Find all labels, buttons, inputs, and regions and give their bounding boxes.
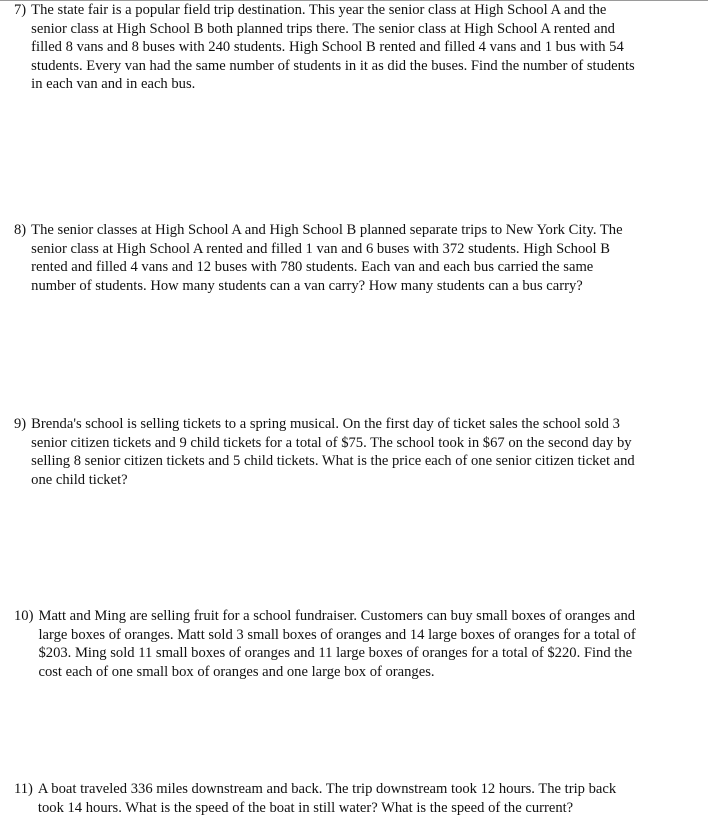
problem-line: senior class at High School A rented and filled 1 van and 6 buses with 372 students. High School B [31, 240, 610, 257]
problem-number: 7) [14, 2, 27, 18]
problem-line: large boxes of oranges. Matt sold 3 small boxes of oranges and 14 large boxes of oranges for a total of [38, 626, 636, 643]
problem-line: The state fair is a popular field trip destination. This year the senior class at High School A and the [31, 2, 607, 18]
problem-line: selling 8 senior citizen tickets and 5 child tickets. What is the price each of one senior citizen ticket and [31, 453, 635, 470]
problem-line: A boat traveled 336 miles downstream and back. The trip downstream took 12 hours. The trip back [37, 781, 617, 797]
problem-line: The senior classes at High School A and High School B planned separate trips to New York City. The [31, 222, 623, 238]
problem-9 [14, 415, 694, 489]
problem-line: took 14 hours. What is the speed of the boat in still water? What is the speed of the current? [37, 799, 574, 816]
problem-line: senior class at High School B both planned trips there. The senior class at High School A rented and [31, 20, 615, 37]
problem-text [38, 607, 694, 681]
problem-number: 11) [14, 781, 33, 797]
problem-text [38, 780, 694, 817]
problem-line: rented and filled 4 vans and 12 buses with 780 students. Each van and each bus carried the same [31, 259, 594, 276]
problem-line: $203. Ming sold 11 small boxes of oranges and 11 large boxes of oranges for a total of $220. Find the [38, 645, 633, 662]
problem-line: students. Every van had the same number of students in it as did the buses. Find the number of students [31, 57, 635, 74]
problem-number: 8) [14, 222, 27, 238]
problem-number: 9) [14, 416, 27, 432]
problem-11 [14, 780, 694, 817]
problem-text [31, 1, 694, 94]
problem-line: Brenda's school is selling tickets to a spring musical. On the first day of ticket sales the school sold 3 [31, 416, 620, 432]
problem-line: filled 8 vans and 8 buses with 240 students. High School B rented and filled 4 vans and 1 bus with 54 [31, 39, 624, 56]
problem-text [31, 415, 694, 489]
problem-line: one child ticket? [31, 471, 128, 488]
problem-line: number of students. How many students can a van carry? How many students can a bus carry? [31, 277, 583, 294]
problem-10 [14, 607, 694, 681]
problem-line: in each van and in each bus. [31, 76, 196, 93]
problem-line: senior citizen tickets and 9 child tickets for a total of $75. The school took in $67 on the second day by [31, 434, 632, 451]
problem-line: Matt and Ming are selling fruit for a school fundraiser. Customers can buy small boxes of oranges and [38, 608, 636, 624]
problem-8 [14, 221, 694, 295]
problem-line: cost each of one small box of oranges and one large box of oranges. [38, 663, 435, 680]
problem-number: 10) [14, 608, 34, 624]
problem-7 [14, 1, 694, 94]
problem-text [31, 221, 694, 295]
